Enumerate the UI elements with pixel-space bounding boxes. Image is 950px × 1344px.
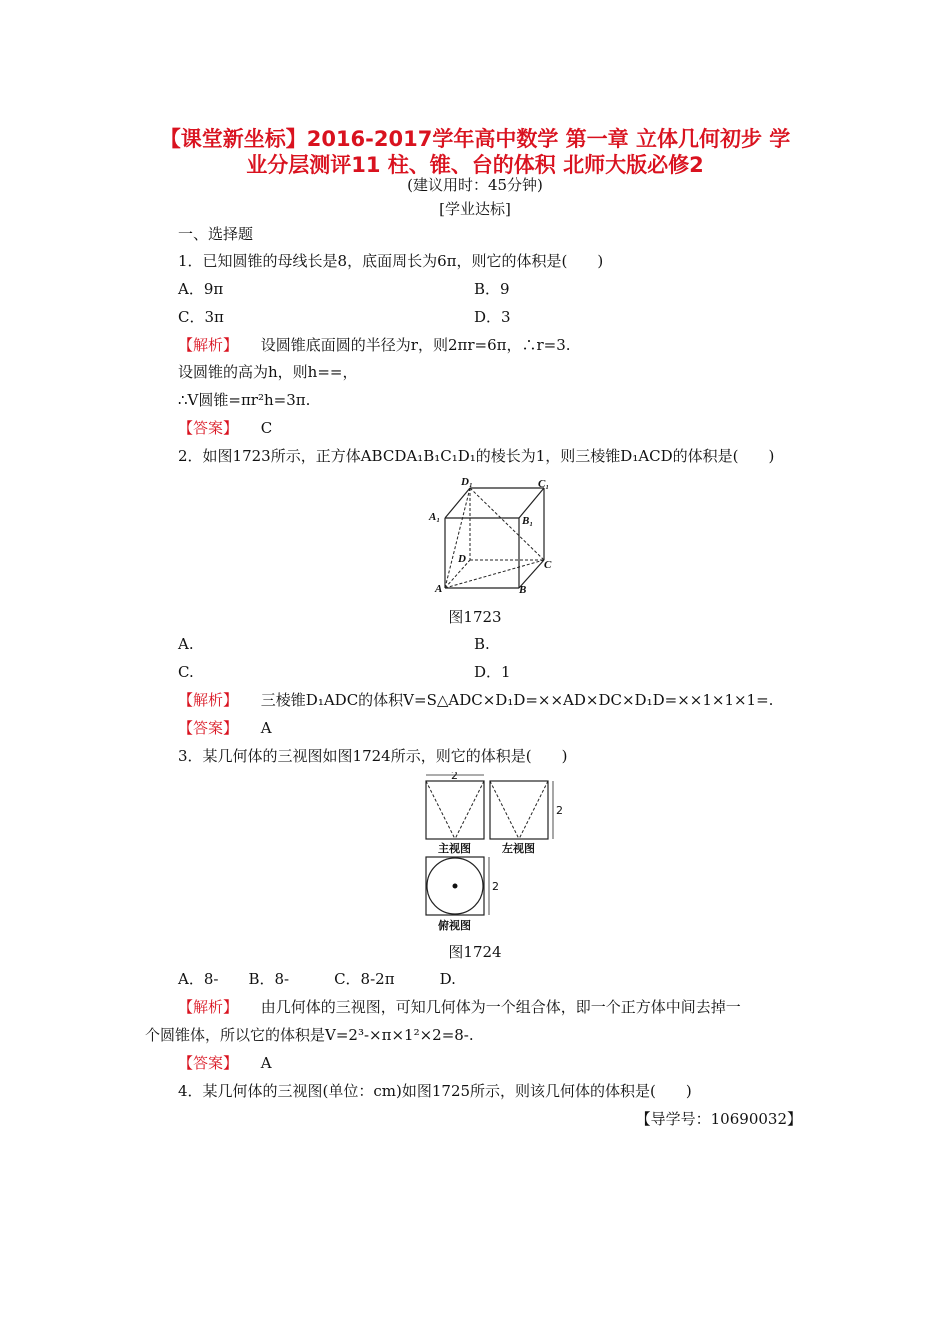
q2-option-a: A. [178, 635, 194, 653]
q1-analysis-3: ∴V圆锥=πr²h=3π. [178, 391, 311, 409]
dim-plan: 2 [492, 880, 499, 893]
analysis-label: 【解析】 [178, 691, 239, 709]
analysis-label: 【解析】 [178, 998, 239, 1016]
dim-top: 2 [451, 772, 458, 782]
q3-answer: A [260, 1054, 272, 1072]
dim-side: 2 [556, 804, 563, 817]
answer-label: 【答案】 [178, 719, 239, 737]
q2-answer-row [178, 718, 272, 738]
doc-title-line2: 业分层测评11 柱、锥、台的体积 北师大版必修2 [246, 153, 704, 177]
label-b1: B₁ [522, 515, 534, 527]
q2-option-b: B. [474, 635, 490, 653]
q1-option-a: A．9π [178, 280, 224, 298]
analysis-label: 【解析】 [178, 336, 239, 354]
q1-answer-row [178, 418, 272, 438]
q3-analysis-2: 个圆锥体，所以它的体积是V=2³-×π×1²×2=8-. [145, 1026, 474, 1044]
part-heading: 一、选择题 [178, 225, 254, 243]
q3-stem: 3．某几何体的三视图如图1724所示，则它的体积是( ) [178, 747, 568, 765]
label-c1: C₁ [538, 478, 550, 490]
side-view-label: 左视图 [502, 842, 535, 855]
q1-analysis-1: 设圆锥底面圆的半径为r，则2πr=6π，∴r=3. [260, 336, 571, 354]
figure-1724-caption: 图1724 [448, 943, 502, 961]
front-view-label: 主视图 [438, 842, 471, 855]
q2-option-c: C. [178, 663, 194, 681]
q2-answer: A [260, 719, 272, 737]
top-view-label: 俯视图 [438, 919, 471, 932]
q1-option-c: C．3π [178, 308, 224, 326]
q3-answer-row [178, 1053, 272, 1073]
label-d: D [458, 553, 466, 565]
section-header: [学业达标] [439, 200, 511, 218]
q3-options: A．8- B．8- C．8-2π D. [178, 970, 456, 988]
three-views-figure [420, 772, 570, 937]
q1-answer: C [260, 419, 273, 437]
label-b: B [519, 584, 527, 596]
q1-analysis-2: 设圆锥的高为h，则h==， [178, 363, 358, 381]
doc-title-line1: 【课堂新坐标】2016-2017学年高中数学 第一章 立体几何初步 学 [159, 127, 791, 151]
label-d1: D₁ [461, 476, 473, 488]
apex-dot [453, 884, 458, 889]
figure-1723-caption: 图1723 [448, 608, 502, 626]
answer-label: 【答案】 [178, 1054, 239, 1072]
guide-number: 【导学号：10690032】 [635, 1110, 802, 1128]
q2-stem: 2．如图1723所示，正方体ABCDA₁B₁C₁D₁的棱长为1，则三棱锥D₁ACD的体积是( ) [178, 447, 775, 465]
q3-analysis-1: 由几何体的三视图，可知几何体为一个组合体，即一个正方体中间去掉一 [260, 998, 741, 1016]
q1-option-d: D．3 [474, 308, 511, 326]
label-a: A [435, 583, 443, 595]
label-a1: A₁ [429, 511, 441, 523]
q1-stem: 1．已知圆锥的母线长是8，底面周长为6π，则它的体积是( ) [178, 252, 604, 270]
q3-analysis-row [178, 997, 741, 1017]
cube-figure [425, 474, 560, 596]
q2-analysis: 三棱锥D₁ADC的体积V=S△ADC×D₁D=××AD×DC×D₁D=××1×1×1=. [260, 691, 774, 709]
suggest-time: (建议用时：45分钟) [407, 176, 543, 194]
answer-label: 【答案】 [178, 419, 239, 437]
q1-analysis-row [178, 335, 571, 355]
q1-option-b: B．9 [474, 280, 510, 298]
q2-analysis-row [178, 690, 773, 710]
label-c: C [544, 559, 552, 571]
q2-option-d: D．1 [474, 663, 511, 681]
q4-stem: 4．某几何体的三视图(单位：cm)如图1725所示，则该几何体的体积是( ) [178, 1082, 692, 1100]
